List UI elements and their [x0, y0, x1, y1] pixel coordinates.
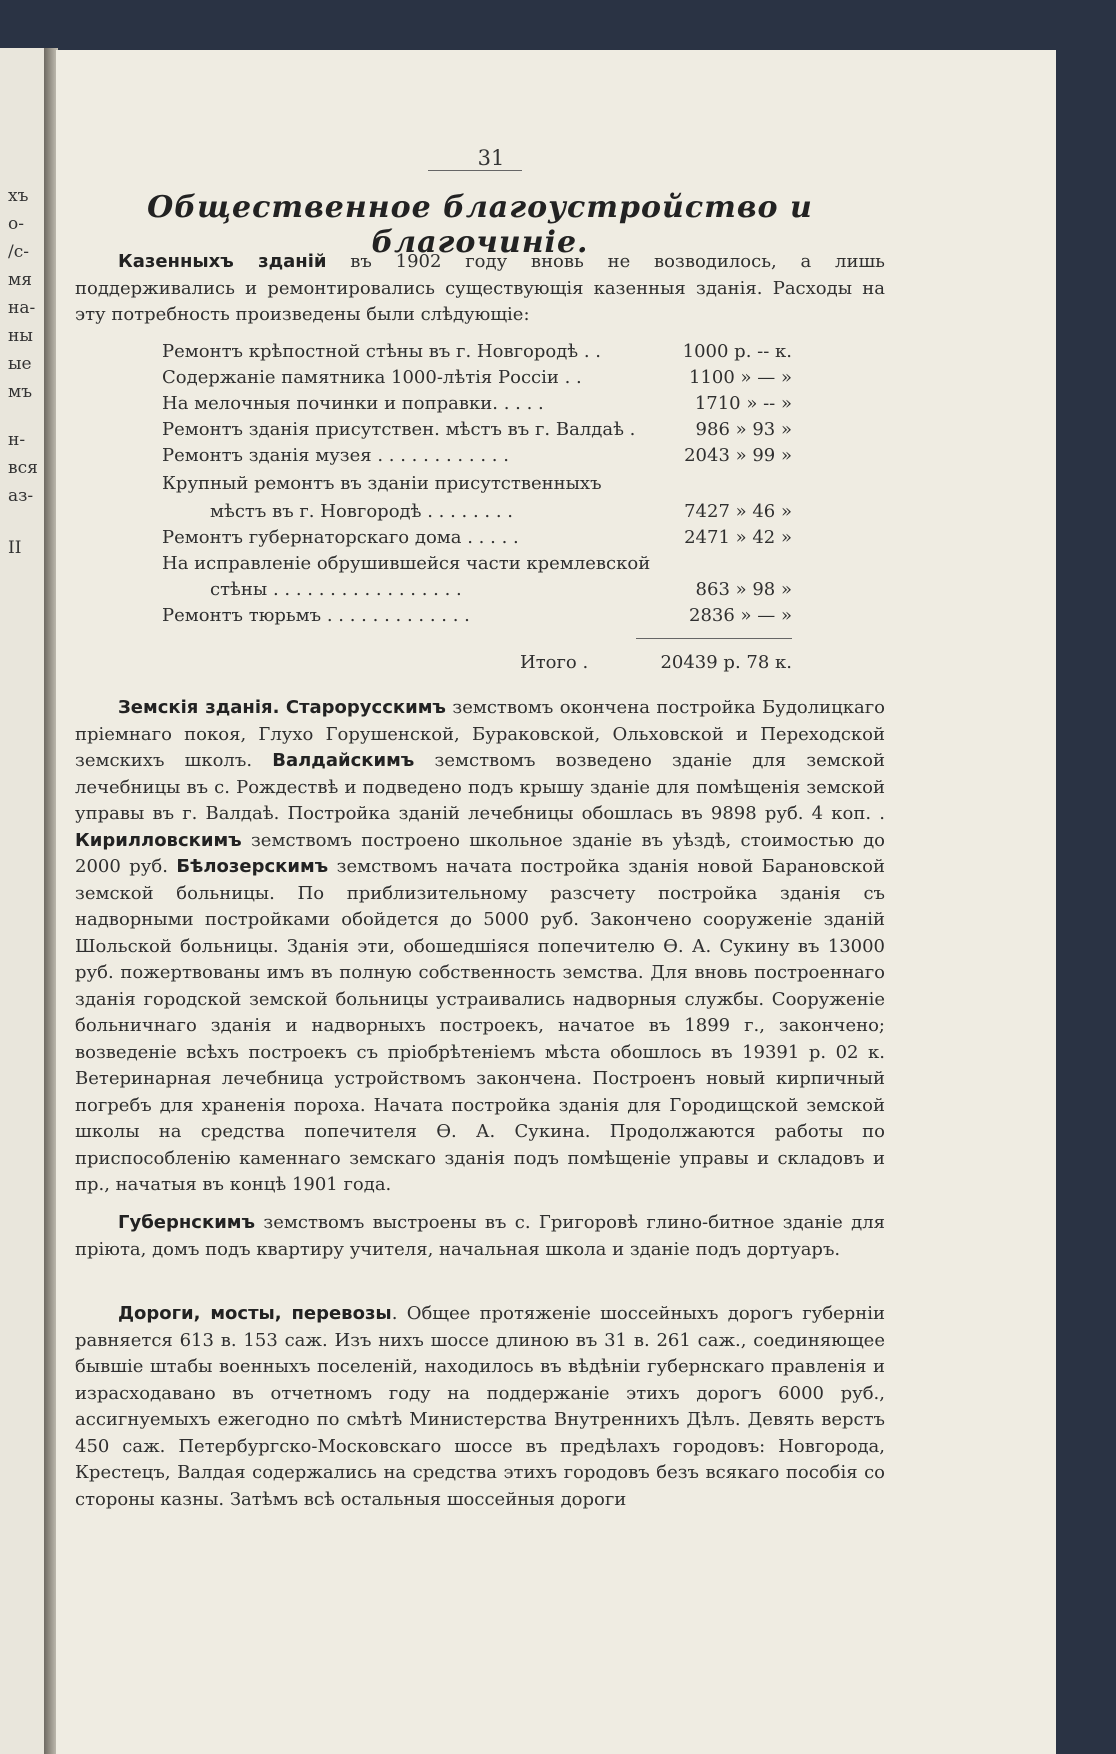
expense-label: На исправленіе обрушившейся части кремлевской [162, 553, 651, 574]
page-number-rule [428, 170, 522, 171]
total-label: Итого . [520, 652, 589, 673]
total-rule [636, 638, 792, 639]
bold-term: Валдайскимъ [272, 750, 415, 771]
bold-term: Дороги, мосты, перевозы [118, 1303, 392, 1324]
bold-term: Казенныхъ зданій [118, 251, 327, 272]
gubernia-paragraph [75, 1210, 885, 1263]
fragment: ые [8, 354, 32, 374]
fragment: аз- [8, 486, 34, 506]
expense-amount: 1710 » -- » [694, 393, 792, 414]
fragment: на- [8, 298, 36, 318]
expense-amount: 986 » 93 » [695, 419, 792, 440]
bold-term: Кирилловскимъ [75, 829, 242, 851]
paragraph-text: земствомъ возведено зданіе для земской лечебницы въ с. Рождествѣ и подведено подъ крышу зданіе для помѣщенія земской управы въ г. Валдаѣ. Постройка зданій лечебницы обошлась въ 9898 руб. 4 коп. . [75, 750, 885, 824]
bold-term: Земскія зданія. [118, 697, 280, 718]
fragment: хъ [8, 186, 29, 206]
expense-label: Ремонтъ зданія присутствен. мѣстъ въ г. Валдаѣ . [162, 419, 636, 440]
fragment: II [8, 538, 22, 558]
paragraph-text: въ 1902 году вновь не возводилось, а лишь поддерживались и ремонтировались существующія казенныя зданія. Расходы на эту потребность произведены были слѣдующіе: [75, 251, 885, 325]
expense-label: Крупный ремонтъ въ зданіи присутственныхъ [162, 473, 602, 494]
paragraph-text: земствомъ выстроены въ с. Григоровѣ глино-битное зданіе для пріюта, домъ подъ квартиру учителя, начальная школа и зданіе подъ дортуаръ. [75, 1212, 885, 1260]
expense-label: Ремонтъ тюрьмъ . . . . . . . . . . . . . [162, 605, 470, 626]
paragraph-text: земствомъ построено школьное зданіе въ уѣздѣ, стоимостью до 2000 руб. [75, 829, 885, 877]
fragment: /с- [8, 242, 29, 262]
intro-paragraph [75, 249, 885, 329]
fragment: вся [8, 458, 38, 478]
expense-label: Ремонтъ губернаторскаго дома . . . . . [162, 527, 519, 548]
expense-label: мѣстъ въ г. Новгородѣ . . . . . . . . [210, 501, 514, 522]
bold-term: Бѣлозерскимъ [176, 856, 329, 877]
expense-amount: 1000 р. -- к. [682, 341, 792, 362]
fragment: мъ [8, 382, 33, 402]
expense-amount: 2836 » — » [689, 605, 792, 626]
expense-label: Ремонтъ зданія музея . . . . . . . . . . . . [162, 445, 509, 466]
expense-amount: 2043 » 99 » [684, 445, 792, 466]
section-title: Общественное благоустройство и благочиніе. [147, 190, 813, 260]
expense-label: На мелочныя починки и поправки. . . . . [162, 393, 544, 414]
expense-label: стѣны . . . . . . . . . . . . . . . . . [210, 579, 462, 600]
zemstvo-paragraph [75, 695, 885, 1199]
expense-label: Содержаніе памятника 1000-лѣтія Россіи . . [162, 367, 582, 388]
fragment: о- [8, 214, 24, 234]
expense-amount: 863 » 98 » [695, 579, 792, 600]
paragraph-text: земствомъ окончена постройка Будолицкаго пріемнаго покоя, Глухо Горушенской, Бураковской, Ольховской и Переходской земскихъ школъ. [75, 697, 885, 771]
fragment: ны [8, 326, 33, 346]
expense-amount: 7427 » 46 » [684, 501, 792, 522]
expense-label: Ремонтъ крѣпостной стѣны въ г. Новгородѣ . . [162, 341, 602, 362]
page-number: 31 [477, 146, 505, 170]
expense-amount: 2471 » 42 » [684, 527, 792, 548]
paragraph-text: . Общее протяженіе шоссейныхъ дорогъ губерніи равняется 613 в. 153 саж. Изъ нихъ шоссе длиною въ 31 в. 261 саж., соединяющее бывшіе штабы военныхъ поселеній, находилось въ вѣдѣніи губернскаго правленія и израсходавано въ отчетномъ году на поддержаніе этихъ дорогъ 6000 руб., ассигнуемыхъ ежегодно по смѣтѣ Министерства Внутреннихъ Дѣлъ. Девять верстъ 450 саж. Петербургско-Московскаго шоссе въ предѣлахъ городовъ: Новгорода, Крестецъ, Валдая содержались на средства этихъ городовъ безъ всякаго пособія со стороны казны. Затѣмъ всѣ остальныя шоссейныя дороги [75, 1303, 885, 1510]
fragment: н- [8, 430, 26, 450]
fragment: мя [8, 270, 32, 290]
bold-term: Старорусскимъ [285, 697, 446, 718]
roads-paragraph [75, 1301, 885, 1513]
bold-term: Губернскимъ [118, 1212, 256, 1233]
total-amount: 20439 р. 78 к. [660, 652, 792, 673]
paragraph-text: земствомъ начата постройка зданія новой Барановской земской больницы. По приблизительному разсчету постройка зданія съ надворными постройками обойдется до 5000 руб. Закончено сооруженіе зданій Шольской больницы. Зданія эти, обошедшіяся попечителю Ѳ. А. Сукину въ 13000 руб. пожертвованы имъ въ полную собственность земства. Для вновь построеннаго зданія городской земской больницы устраивались надворныя службы. Сооруженіе больничнаго зданія и надворныхъ построекъ, начатое въ 1899 г., закончено; возведеніе всѣхъ построекъ съ пріобрѣтеніемъ мѣста обошлось въ 19391 р. 02 к. Ветеринарная лечебница устройствомъ закончена. Построенъ новый кирпичный погребъ для храненія пороха. Начата постройка зданія для Городищской земской школы на средства попечителя Ѳ. А. Сукина. Продолжаются работы по приспособленію каменнаго земскаго зданія подъ помѣщеніе управы и складовъ и пр., начатыя въ концѣ 1901 года. [75, 856, 885, 1195]
expense-amount: 1100 » — » [689, 367, 792, 388]
